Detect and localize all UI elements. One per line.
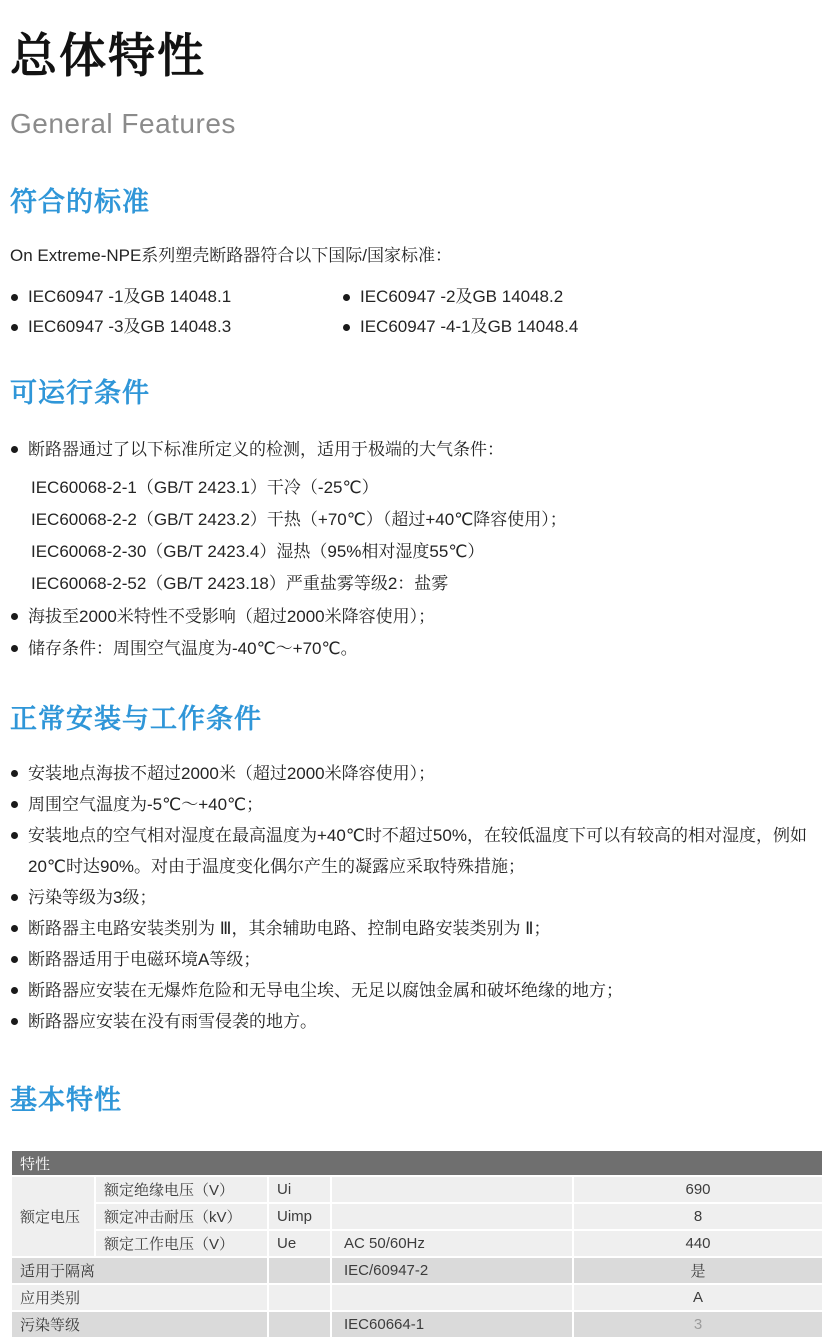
standards-list [10,282,820,342]
installation-item: 断路器适用于电磁环境A等级； [10,944,820,975]
operating-list [10,434,820,465]
cell-condition: AC 50/60Hz [331,1230,573,1257]
table-row [11,1176,823,1203]
standards-item: IEC60947 -2及GB 14048.2 [342,282,820,312]
operating-bullet-storage: 储存条件：周围空气温度为-40℃～+70℃。 [10,633,820,664]
standards-item: IEC60947 -1及GB 14048.1 [10,282,342,312]
cell-value: 3 [573,1311,823,1338]
installation-item: 周围空气温度为-5℃～+40℃； [10,789,820,820]
standards-heading: 符合的标准 [10,187,150,217]
cell-condition: IEC/60947-2 [331,1257,573,1284]
page-title: 总体特性 [10,29,206,82]
cell-label: 污染等级 [11,1311,268,1338]
installation-item: 安装地点海拔不超过2000米（超过2000米降容使用）； [10,758,820,789]
cell-value: A [573,1284,823,1311]
cell-value: 是 [573,1257,823,1284]
section-standards [10,187,820,342]
cell-empty [268,1311,331,1338]
operating-bullet-altitude: 海拔至2000米特性不受影响（超过2000米降容使用）； [10,601,820,632]
standards-item: IEC60947 -3及GB 14048.3 [10,312,342,342]
installation-list [10,758,820,1037]
cell-empty [268,1284,331,1311]
installation-item: 断路器应安装在没有雨雪侵袭的地方。 [10,1006,820,1037]
section-basic-features [10,1085,820,1339]
cell-value: 690 [573,1176,823,1203]
cell-symbol: Ue [268,1230,331,1257]
section-installation-conditions [10,704,820,1037]
section-operating-conditions [10,378,820,664]
test-item: IEC60068-2-30（GB/T 2423.4）湿热（95%相对湿度55℃） [31,542,485,561]
cell-param: 额定工作电压（V） [95,1230,268,1257]
test-item: IEC60068-2-52（GB/T 2423.18）严重盐雾等级2：盐雾 [31,574,449,593]
operating-list-tail [10,601,820,664]
table-row [11,1203,823,1230]
cell-symbol: Uimp [268,1203,331,1230]
operating-test-list [31,472,820,600]
cell-label: 适用于隔离 [11,1257,268,1284]
installation-heading: 正常安装与工作条件 [10,704,262,734]
table-row [11,1230,823,1257]
cell-rated-voltage-group: 额定电压 [11,1176,95,1257]
cell-value: 440 [573,1230,823,1257]
installation-item: 污染等级为3级； [10,882,820,913]
standards-intro: On Extreme-NPE系列塑壳断路器符合以下国际/国家标准： [10,246,453,265]
table-row [11,1284,823,1311]
cell-empty [268,1257,331,1284]
standards-item: IEC60947 -4-1及GB 14048.4 [342,312,820,342]
basic-features-table [10,1149,824,1339]
operating-bullet-tests: 断路器通过了以下标准所定义的检测，适用于极端的大气条件： [10,434,820,465]
table-header-row [11,1150,823,1176]
basic-features-heading: 基本特性 [10,1085,122,1115]
cell-value: 8 [573,1203,823,1230]
cell-condition: IEC60664-1 [331,1311,573,1338]
table-row [11,1311,823,1338]
cell-condition [331,1176,573,1203]
cell-param: 额定绝缘电压（V） [95,1176,268,1203]
cell-condition [331,1203,573,1230]
cell-param: 额定冲击耐压（kV） [95,1203,268,1230]
table-row [11,1257,823,1284]
test-item: IEC60068-2-2（GB/T 2423.2）干热（+70℃）（超过+40℃降容使用）； [31,510,567,529]
operating-heading: 可运行条件 [10,378,150,408]
page-subtitle: General Features [10,108,236,139]
cell-condition [331,1284,573,1311]
cell-label: 应用类别 [11,1284,268,1311]
installation-item: 断路器主电路安装类别为 Ⅲ，其余辅助电路、控制电路安装类别为 Ⅱ； [10,913,820,944]
cell-symbol: Ui [268,1176,331,1203]
installation-item: 断路器应安装在无爆炸危险和无导电尘埃、无足以腐蚀金属和破坏绝缘的地方； [10,975,820,1006]
test-item: IEC60068-2-1（GB/T 2423.1）干冷（-25℃） [31,478,379,497]
installation-item: 安装地点的空气相对湿度在最高温度为+40℃时不超过50%，在较低温度下可以有较高的相对湿度，例如20℃时达90%。对由于温度变化偶尔产生的凝露应采取特殊措施； [10,820,820,882]
table-header-cell: 特性 [11,1150,823,1176]
